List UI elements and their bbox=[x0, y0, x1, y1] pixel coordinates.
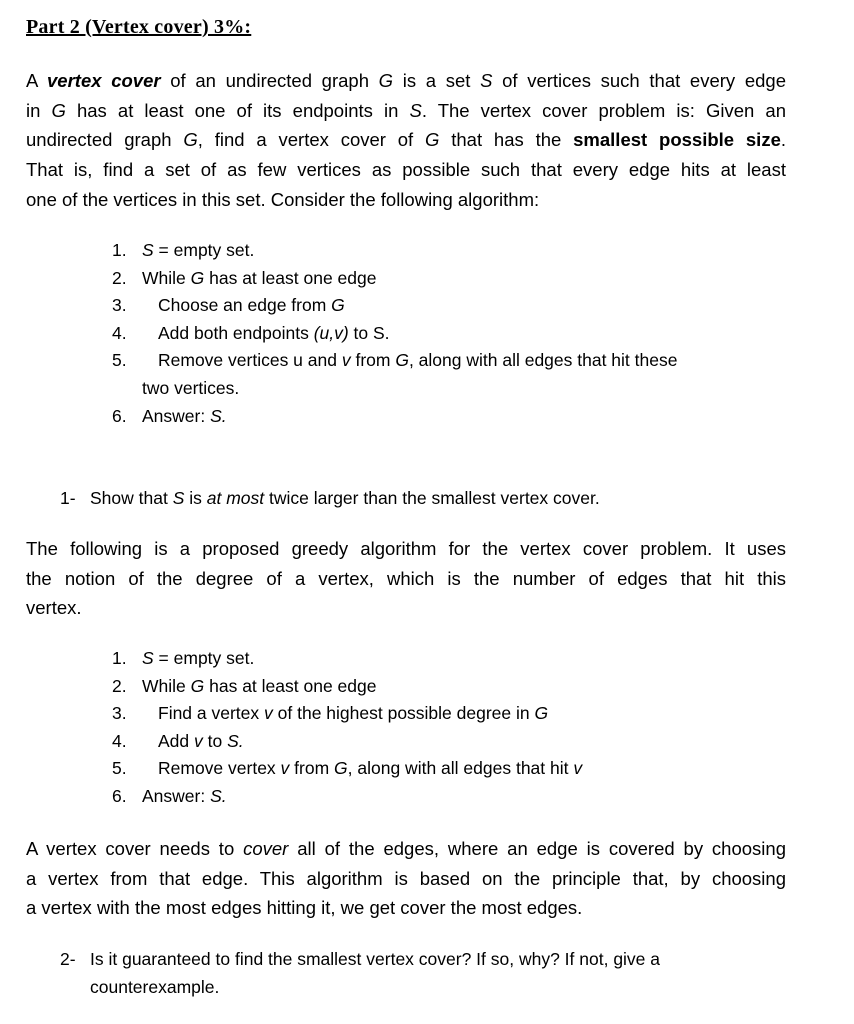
list-item: 2. While G has at least one edge bbox=[112, 675, 377, 696]
question-2: 2- Is it guaranteed to find the smallest vertex cover? If so, why? If not, give a counterexample. bbox=[60, 949, 661, 997]
algorithm-2-list bbox=[112, 645, 582, 811]
question-1: 1- Show that S is at most twice larger than the smallest vertex cover. bbox=[60, 488, 600, 508]
list-item: 1. S = empty set. bbox=[112, 240, 255, 260]
explanation-paragraph bbox=[26, 834, 786, 923]
greedy-line-3: vertex. bbox=[26, 597, 82, 619]
algorithm-1-list bbox=[112, 237, 677, 430]
greedy-line-2: the notion of the degree of a vertex, which is the number of edges that hit this bbox=[26, 567, 786, 589]
intro-line-5: one of the vertices in this set. Consider the following algorithm: bbox=[26, 188, 540, 210]
greedy-line-1: The following is a proposed greedy algorithm for the vertex cover problem. It uses bbox=[26, 538, 786, 559]
list-item: 5. Remove vertices u and v from G, along with all edges that hit these two vertices. bbox=[112, 350, 678, 398]
list-item: 6. Answer: S. bbox=[112, 405, 227, 426]
list-item: 4. Add v to S. bbox=[112, 730, 244, 751]
intro-paragraph bbox=[26, 66, 786, 215]
explain-line-2: a vertex from that edge. This algorithm is based on the principle that, by choosing bbox=[26, 867, 786, 889]
list-item: 2. While G has at least one edge bbox=[112, 267, 377, 288]
list-item: 3. Find a vertex v of the highest possible degree in G bbox=[112, 703, 549, 724]
intro-line-2: in G has at least one of its endpoints in S. The vertex cover problem is: Given an bbox=[26, 99, 786, 121]
intro-line-1: A vertex cover of an undirected graph G is a set S of vertices such that every edge bbox=[26, 70, 786, 91]
intro-line-3: undirected graph G, find a vertex cover of G that has the smallest possible size. bbox=[26, 129, 786, 151]
list-item: 5. Remove vertex v from G, along with all edges that hit v bbox=[112, 758, 583, 779]
list-item: 6. Answer: S. bbox=[112, 785, 227, 806]
list-item: 3. Choose an edge from G bbox=[112, 295, 345, 316]
greedy-intro-paragraph bbox=[26, 534, 786, 623]
explain-line-3: a vertex with the most edges hitting it, we get cover the most edges. bbox=[26, 897, 583, 919]
list-item: 4. Add both endpoints (u,v) to S. bbox=[112, 322, 390, 343]
section-title: Part 2 (Vertex cover) 3%: bbox=[26, 16, 252, 38]
intro-line-4: That is, find a set of as few vertices as possible such that every edge hits at least bbox=[26, 159, 786, 181]
explain-line-1: A vertex cover needs to cover all of the edges, where an edge is covered by choosing bbox=[26, 838, 786, 859]
list-item: 1. S = empty set. bbox=[112, 648, 255, 668]
